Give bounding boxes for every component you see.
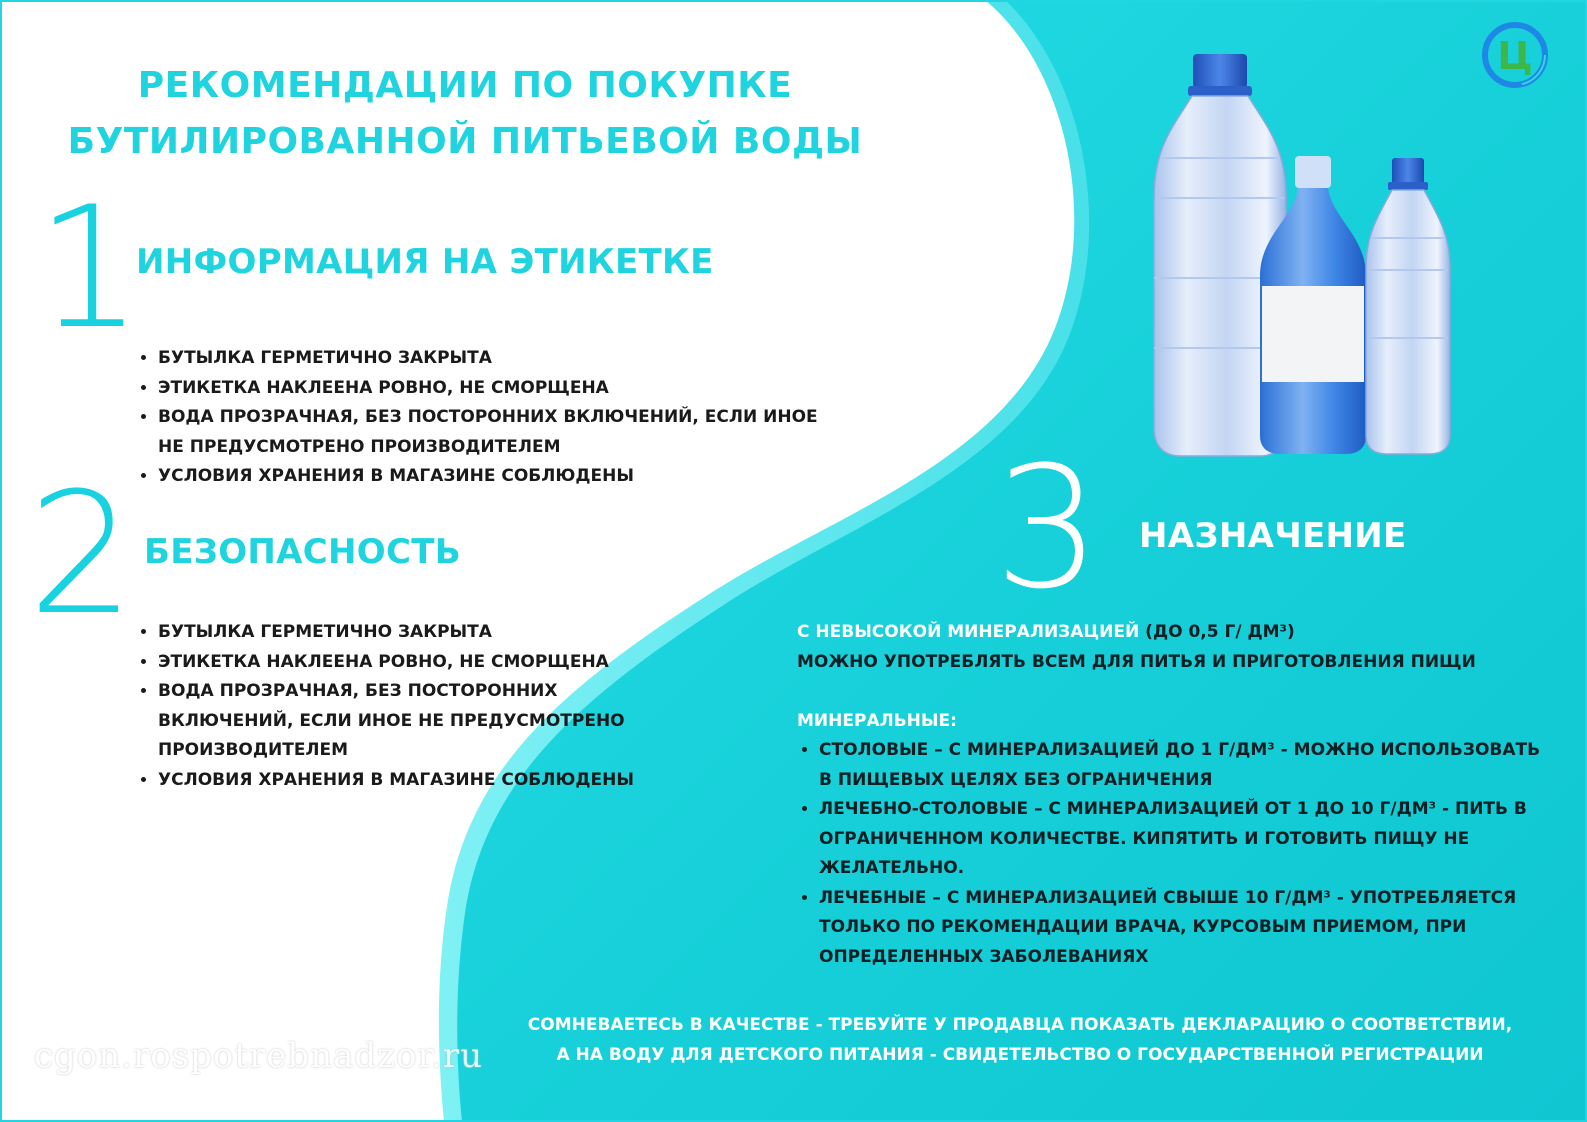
- list-item: • ЭТИКЕТКА НАКЛЕЕНА РОВНО, НЕ СМОРЩЕНА: [158, 374, 818, 404]
- section-2-number: 2: [28, 456, 135, 652]
- water-bottles-illustration: [1140, 48, 1470, 464]
- list-item: • ЭТИКЕТКА НАКЛЕЕНА РОВНО, НЕ СМОРЩЕНА: [158, 648, 638, 678]
- section-1-list: [136, 344, 818, 492]
- list-item: • СТОЛОВЫЕ – С МИНЕРАЛИЗАЦИЕЙ ДО 1 Г/ДМ³ - МОЖНО ИСПОЛЬЗОВАТЬ В ПИЩЕВЫХ ЦЕЛЯХ БЕЗ ОГРАНИЧЕНИЯ: [819, 736, 1557, 795]
- section-1-heading: ИНФОРМАЦИЯ НА ЭТИКЕТКЕ: [136, 242, 714, 282]
- logo-letter: Ц: [1497, 34, 1533, 78]
- section-3-heading: НАЗНАЧЕНИЕ: [1139, 516, 1407, 556]
- list-item: • БУТЫЛКА ГЕРМЕТИЧНО ЗАКРЫТА: [158, 618, 638, 648]
- cgon-logo-icon: [1480, 20, 1550, 90]
- section-2-heading: БЕЗОПАСНОСТЬ: [144, 532, 461, 572]
- mineral-label: МИНЕРАЛЬНЫЕ:: [797, 710, 957, 731]
- section-3-content: [797, 618, 1557, 972]
- low-mineralization-line: [797, 618, 1557, 648]
- title-line-2: БУТИЛИРОВАННОЙ ПИТЬЕВОЙ ВОДЫ: [67, 121, 863, 162]
- list-item: • УСЛОВИЯ ХРАНЕНИЯ В МАГАЗИНЕ СОБЛЮДЕНЫ: [158, 462, 818, 492]
- footer-note: [500, 1010, 1540, 1070]
- low-mineralization-value: (ДО 0,5 Г/ ДМ³): [1139, 622, 1295, 642]
- list-item: • ВОДА ПРОЗРАЧНАЯ, БЕЗ ПОСТОРОННИХ ВКЛЮЧЕНИЙ, ЕСЛИ ИНОЕ НЕ ПРЕДУСМОТРЕНО ПРОИЗВОДИТЕЛЕМ: [158, 677, 638, 766]
- low-mineralization-text: МОЖНО УПОТРЕБЛЯТЬ ВСЕМ ДЛЯ ПИТЬЯ И ПРИГОТОВЛЕНИЯ ПИЩИ: [797, 651, 1476, 672]
- list-item: • БУТЫЛКА ГЕРМЕТИЧНО ЗАКРЫТА: [158, 344, 818, 374]
- footer-line-2: А НА ВОДУ ДЛЯ ДЕТСКОГО ПИТАНИЯ - СВИДЕТЕЛЬСТВО О ГОСУДАРСТВЕННОЙ РЕГИСТРАЦИИ: [556, 1045, 1484, 1065]
- low-mineralization-highlight: С НЕВЫСОКОЙ МИНЕРАЛИЗАЦИЕЙ: [797, 622, 1140, 642]
- list-item: • УСЛОВИЯ ХРАНЕНИЯ В МАГАЗИНЕ СОБЛЮДЕНЫ: [158, 766, 638, 796]
- footer-line-1: СОМНЕВАЕТЕСЬ В КАЧЕСТВЕ - ТРЕБУЙТЕ У ПРОДАВЦА ПОКАЗАТЬ ДЕКЛАРАЦИЮ О СООТВЕТСТВИИ,: [527, 1015, 1513, 1035]
- site-watermark: cgon.rospotrebnadzor.ru: [34, 1036, 483, 1076]
- section-1-number: 1: [36, 170, 143, 366]
- list-item: • ЛЕЧЕБНЫЕ – С МИНЕРАЛИЗАЦИЕЙ СВЫШЕ 10 Г/ДМ³ - УПОТРЕБЛЯЕТСЯ ТОЛЬКО ПО РЕКОМЕНДАЦИИ ВРАЧА, КУРСОВЫМ ПРИЕМОМ, ПРИ ОПРЕДЕЛЕННЫХ ЗАБОЛЕВАНИЯХ: [819, 884, 1557, 973]
- list-item: • ЛЕЧЕБНО-СТОЛОВЫЕ – С МИНЕРАЛИЗАЦИЕЙ ОТ 1 ДО 10 Г/ДМ³ - ПИТЬ В ОГРАНИЧЕННОМ КОЛИЧЕСТВЕ. КИПЯТИТЬ И ГОТОВИТЬ ПИЩУ НЕ ЖЕЛАТЕЛЬНО.: [819, 795, 1557, 884]
- section-2-list: [136, 618, 638, 795]
- title-line-1: РЕКОМЕНДАЦИИ ПО ПОКУПКЕ: [137, 65, 793, 106]
- mineral-list: [797, 736, 1557, 972]
- page-title: [60, 58, 870, 170]
- list-item: • ВОДА ПРОЗРАЧНАЯ, БЕЗ ПОСТОРОННИХ ВКЛЮЧЕНИЙ, ЕСЛИ ИНОЕ НЕ ПРЕДУСМОТРЕНО ПРОИЗВОДИТЕЛЕМ: [158, 403, 818, 462]
- section-3-number: 3: [994, 430, 1101, 626]
